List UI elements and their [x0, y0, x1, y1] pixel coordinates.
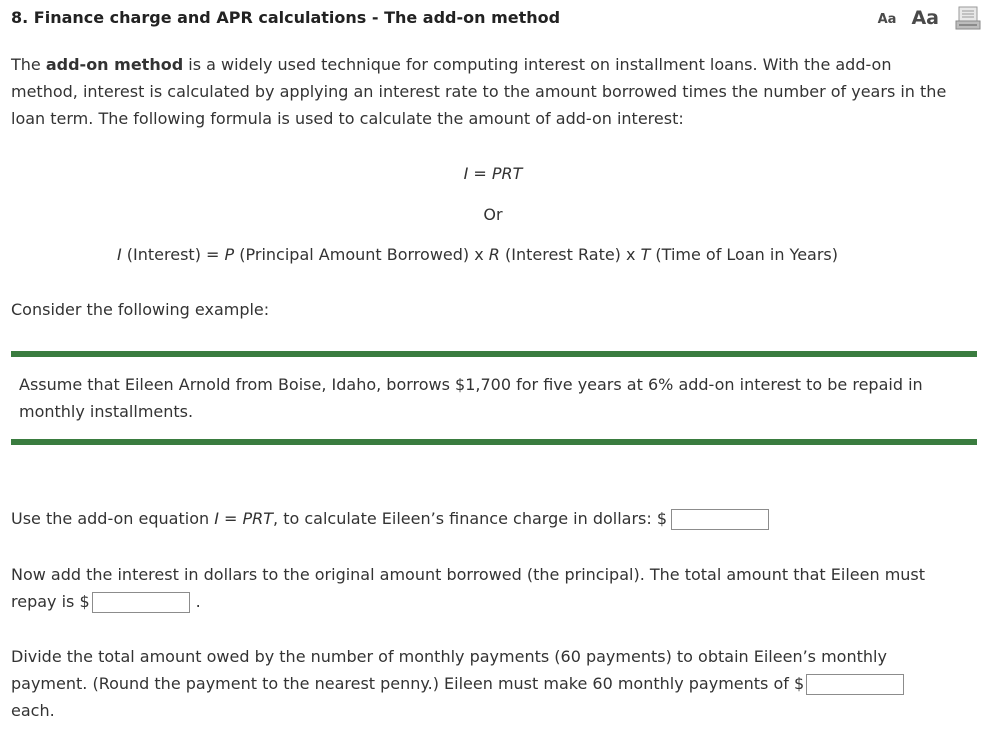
question-header: [11, 6, 981, 30]
font-size-increase-button[interactable]: Aa: [911, 7, 939, 29]
print-icon[interactable]: [955, 6, 981, 30]
question-monthly-payment: [11, 643, 981, 724]
monthly-payment-line-1: Divide the total amount owed by the number of monthly payments (60 payments) to obtain Eileen’s monthly: [11, 647, 887, 666]
question-title: 8. Finance charge and APR calculations - The add-on method: [11, 8, 561, 27]
monthly-payment-input[interactable]: [806, 674, 904, 695]
question-total-repay: [11, 561, 981, 615]
example-bottom-rule: [11, 439, 977, 445]
intro-line-2: method, interest is calculated by applying an interest rate to the amount borrowed times the number of years in the: [11, 82, 947, 101]
formula-or: Or: [483, 205, 503, 224]
example-box: [19, 371, 974, 425]
consider-text: Consider the following example:: [11, 300, 270, 319]
monthly-payment-line-3: each.: [11, 701, 55, 720]
toolbar: [878, 6, 981, 30]
intro-paragraph: [11, 51, 981, 132]
example-line-2: monthly installments.: [19, 402, 194, 421]
total-repay-line-2: repay is $ .: [11, 592, 201, 611]
add-on-method-term: add-on method: [45, 55, 184, 74]
total-repay-line-1: Now add the interest in dollars to the original amount borrowed (the principal). The total amount that Eileen must: [11, 565, 926, 584]
formula-short: I = PRT: [463, 164, 523, 183]
total-repay-input[interactable]: [92, 592, 190, 613]
example-line-1: Assume that Eileen Arnold from Boise, Idaho, borrows $1,700 for five years at 6% add-on interest to be repaid in: [19, 375, 923, 394]
intro-line-3: loan term. The following formula is used to calculate the amount of add-on interest:: [11, 109, 684, 128]
formula-full: I (Interest) = P (Principal Amount Borrowed) x R (Interest Rate) x T (Time of Loan in Years): [117, 245, 838, 264]
monthly-payment-line-2: payment. (Round the payment to the nearest penny.) Eileen must make 60 monthly payments of $: [11, 670, 981, 697]
question-finance-charge: Use the add-on equation I = PRT, to calculate Eileen’s finance charge in dollars: $: [11, 505, 769, 532]
finance-charge-input[interactable]: [671, 509, 769, 530]
font-size-decrease-button[interactable]: Aa: [877, 12, 897, 27]
intro-line-1: The add-on method is a widely used technique for computing interest on installment loans. With the add-on: [11, 55, 892, 74]
example-top-rule: [11, 351, 977, 357]
